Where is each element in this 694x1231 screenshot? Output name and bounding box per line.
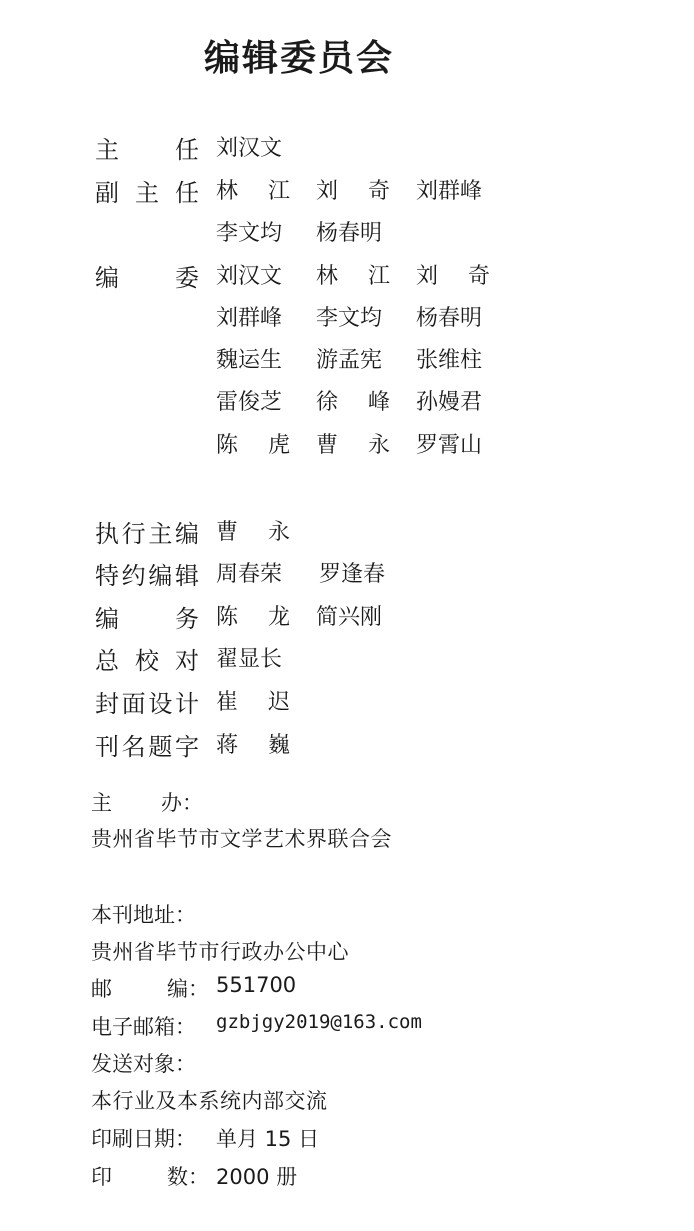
person-name: 罗逢春 xyxy=(319,562,386,587)
person-name: 孙嫚君 xyxy=(416,390,483,415)
email-value: gzbjgy2019@163.com xyxy=(216,1011,422,1033)
person-name: 张维柱 xyxy=(416,348,483,373)
vice-director-label: 副 主 任 xyxy=(95,179,199,207)
person-name: 徐 峰 xyxy=(316,390,390,415)
person-name: 林 江 xyxy=(216,179,290,204)
print-count-value: 2000 册 xyxy=(216,1165,298,1189)
person-name: 刘群峰 xyxy=(416,179,483,204)
person-name: 杨春明 xyxy=(316,221,383,246)
person-name: 周春荣 xyxy=(216,562,283,587)
email-label: 电子邮箱： xyxy=(91,1015,196,1039)
person-name: 刘汉文 xyxy=(216,136,283,161)
members-label: 编 委 xyxy=(95,264,199,292)
person-name: 魏运生 xyxy=(216,348,283,373)
person-name: 陈 虎 xyxy=(216,433,290,458)
director-label: 主 任 xyxy=(95,136,199,164)
person-name: 蒋 巍 xyxy=(216,733,290,758)
person-name: 雷俊芝 xyxy=(216,390,283,415)
person-name: 李文均 xyxy=(216,221,283,246)
contributing-editors-label: 特 约 编 辑 xyxy=(95,562,199,590)
person-name: 林 江 xyxy=(316,264,390,289)
person-name: 杨春明 xyxy=(416,306,483,331)
title-calligraphy-label: 刊 名 题 字 xyxy=(95,733,199,761)
executive-editor-label: 执 行 主 编 xyxy=(95,520,199,548)
person-name: 刘 奇 xyxy=(416,264,490,289)
page-title: 编辑委员会 xyxy=(203,38,394,79)
postcode-value: 551700 xyxy=(216,973,297,997)
address-value: 贵州省毕节市行政办公中心 xyxy=(91,940,349,964)
address-label: 本刊地址： xyxy=(91,903,196,927)
person-name: 李文均 xyxy=(316,306,383,331)
person-name: 崔 迟 xyxy=(216,690,290,715)
person-name: 简兴刚 xyxy=(316,605,383,630)
person-name: 刘 奇 xyxy=(316,179,390,204)
print-date-value: 单月 15 日 xyxy=(216,1127,320,1151)
sponsor-label: 主 办： xyxy=(91,791,203,815)
distribution-label: 发送对象： xyxy=(91,1052,196,1076)
chief-proofreader-label: 总 校 对 xyxy=(95,647,199,675)
person-name: 刘群峰 xyxy=(216,306,283,331)
postcode-label: 邮 编： xyxy=(91,977,209,1001)
print-date-label: 印刷日期： xyxy=(91,1127,196,1151)
sponsor-value: 贵州省毕节市文学艺术界联合会 xyxy=(91,827,392,851)
print-count-label: 印 数： xyxy=(91,1165,209,1189)
person-name: 罗霄山 xyxy=(416,433,483,458)
person-name: 游孟宪 xyxy=(316,348,383,373)
person-name: 曹 永 xyxy=(216,520,290,545)
person-name: 翟显长 xyxy=(216,647,283,672)
distribution-value: 本行业及本系统内部交流 xyxy=(91,1089,328,1113)
person-name: 曹 永 xyxy=(316,433,390,458)
person-name: 刘汉文 xyxy=(216,264,283,289)
editorial-affairs-label: 编 务 xyxy=(95,605,199,633)
person-name: 陈 龙 xyxy=(216,605,290,630)
cover-design-label: 封 面 设 计 xyxy=(95,690,199,718)
